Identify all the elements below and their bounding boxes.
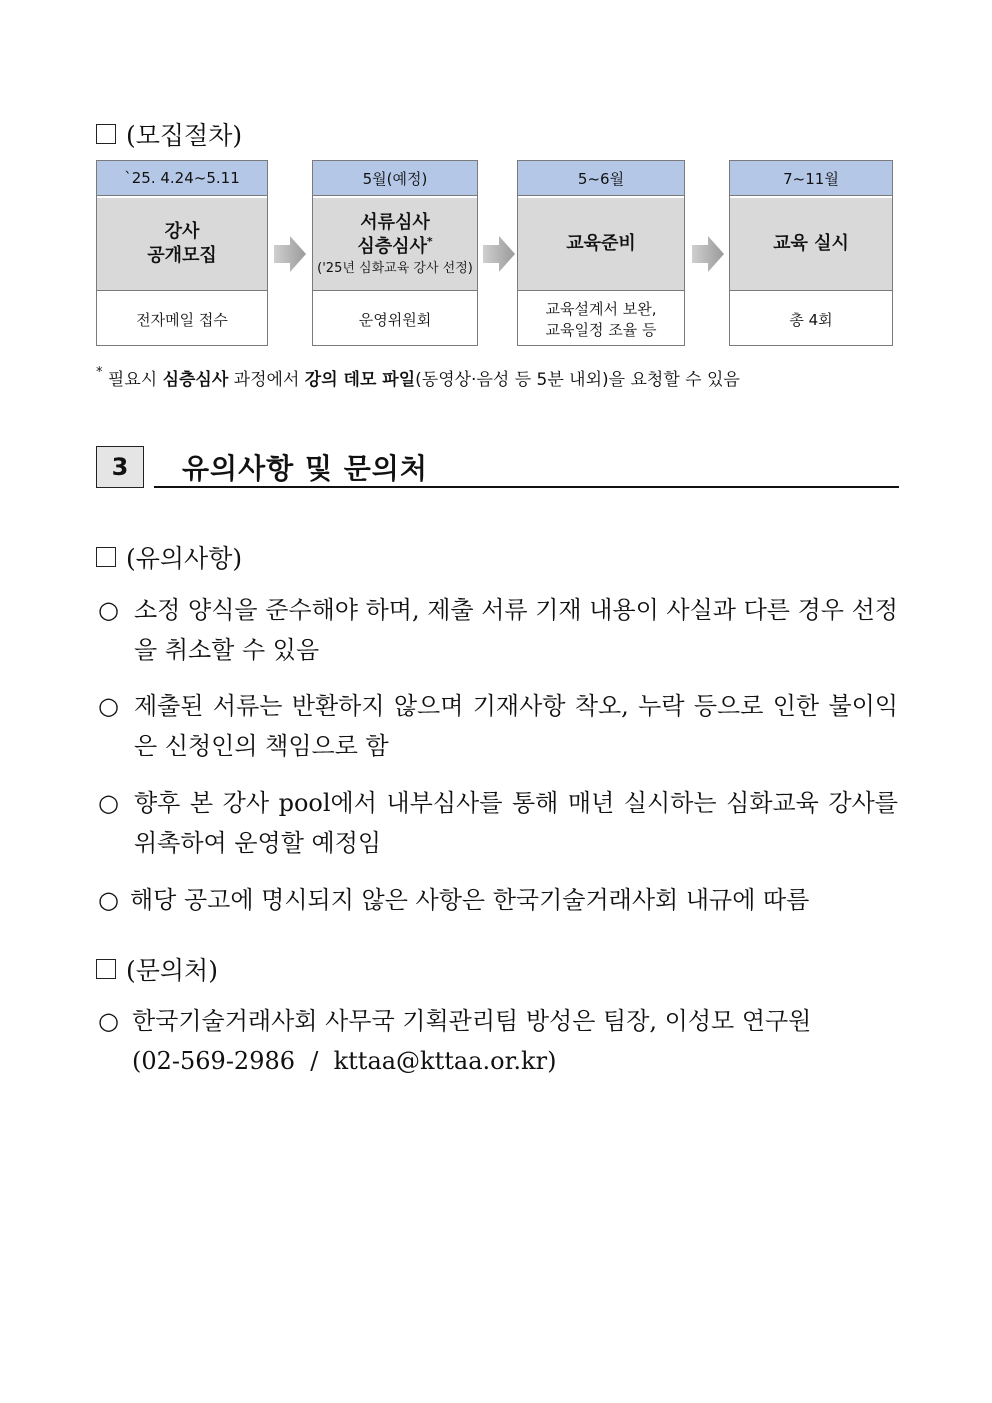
section-title: 유의사항 및 문의처 [182,452,428,485]
bullet-icon: ○ [98,886,119,914]
procedure-footnote [96,365,740,390]
list-item-text: 제출된 서류는 반환하지 않으며 기재사항 착오, 누락 등으로 인한 불이익은 신청인의 책임으로 함 [134,692,898,760]
step-box-2 [312,160,478,346]
arrow-right-icon [481,234,517,274]
step-desc-line: 전자메일 접수 [136,310,228,329]
list-item-text: 소정 양식을 준수해야 하며, 제출 서류 기재 내용이 사실과 다른 경우 선정을 취소할 수 있음 [134,596,898,664]
arrow-right-icon [690,234,726,274]
bullet-icon: ○ [98,1007,119,1035]
step-title-line: 심층심사 [357,236,427,258]
footnote-text: 과정에서 [228,370,305,390]
step-desc-line: 총 4회 [789,310,833,329]
notes-heading [96,539,242,575]
contact-phone-email: (02-569-2986 / kttaa@kttaa.or.kr) [132,1047,557,1075]
step-title-line: 공개모집 [147,245,217,266]
list-item-text: 향후 본 강사 pool에서 내부심사를 통해 매년 실시하는 심화교육 강사를 위촉하여 운영할 예정임 [134,789,898,857]
step-title-sub: ('25년 심화교육 강사 선정) [317,260,473,276]
list-item [98,880,898,920]
footnote-marker: * [426,235,433,249]
procedure-heading-text: (모집절차) [126,121,243,150]
step-desc-line: 교육일정 조율 등 [545,321,657,339]
step-title [313,198,477,291]
step-title-line: 서류심사 [360,211,430,233]
checkbox-icon [96,124,116,144]
step-desc [518,291,684,349]
notes-heading-text: (유의사항) [126,544,243,573]
footnote-bold: 강의 데모 파일 [304,370,416,390]
step-title [518,198,684,291]
contact-heading-text: (문의처) [126,956,218,985]
step-title [730,198,892,291]
step-date: 7~11월 [730,161,892,196]
section-title-underline [154,486,899,488]
bullet-icon: ○ [98,596,119,624]
list-item [98,686,898,766]
step-desc-line: 교육설계서 보완, [545,300,657,318]
footnote-star: * [96,365,103,380]
contact-line: 한국기술거래사회 사무국 기획관리팀 방성은 팀장, 이성모 연구원 [132,1007,812,1035]
contact-text [132,1001,898,1081]
bullet-icon: ○ [98,789,119,817]
step-desc [730,291,892,349]
list-item [98,590,898,670]
list-item-text: 해당 공고에 명시되지 않은 사항은 한국기술거래사회 내규에 따름 [130,886,810,914]
step-box-1 [96,160,268,346]
step-desc [313,291,477,349]
arrow-right-icon [272,234,308,274]
step-title-line: 교육 실시 [773,232,849,254]
bullet-icon: ○ [98,692,119,720]
checkbox-icon [96,547,116,567]
contact-item [98,1001,898,1081]
contact-heading [96,951,218,987]
footnote-bold: 심층심사 [162,370,229,390]
step-title [97,198,267,291]
step-box-3 [517,160,685,346]
step-desc [97,291,267,349]
step-box-4 [729,160,893,346]
footnote-text: (동영상·음성 등 5분 내외)을 요청할 수 있음 [415,370,740,390]
checkbox-icon [96,959,116,979]
step-date: 5월(예정) [313,161,477,196]
step-title-line: 교육준비 [566,232,636,254]
step-title-line-with-sup [357,235,432,259]
step-title-line: 강사 [164,220,200,242]
procedure-heading [96,116,242,152]
step-desc-line: 운영위원회 [358,310,432,329]
footnote-text: 필요시 [107,370,163,390]
section-number-badge: 3 [96,446,144,488]
step-date: 5~6월 [518,161,684,196]
list-item [98,783,898,863]
step-date: `25. 4.24~5.11 [97,161,267,196]
